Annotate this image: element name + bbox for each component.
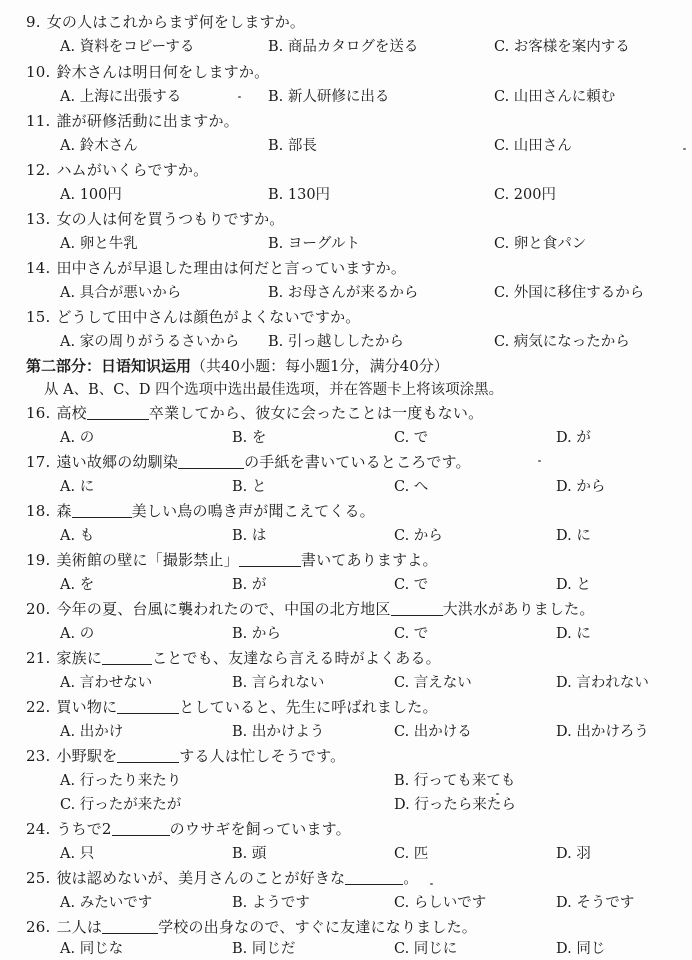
question-stem: 女の人は何を買うつもりですか。 <box>56 210 285 228</box>
option-a: A. 行ったり来たり <box>60 773 182 789</box>
stem-before-blank: 買い物に <box>56 698 118 716</box>
question-stem: どうして田中さんは顔色がよくないですか。 <box>56 308 361 326</box>
option-d: D. に <box>556 626 591 642</box>
stem-before-blank: 彼は認めないが、美月さんのことが好きな <box>56 869 346 887</box>
option-c: C. 山田さん <box>494 138 572 154</box>
options-23-row-1 <box>0 772 692 790</box>
section-heading <box>26 357 449 375</box>
option-b: B. ヨーグルト <box>268 236 360 252</box>
option-c: C. で <box>394 430 429 446</box>
scan-speck <box>683 148 686 150</box>
question-number: 10. <box>26 63 51 81</box>
option-a: A. の <box>60 430 95 446</box>
question-number: 14. <box>26 259 51 277</box>
options-11 <box>0 137 692 155</box>
section-title: 第二部分：日语知识运用 <box>26 357 192 375</box>
question-number: 18. <box>26 502 51 520</box>
stem-after-blank: 卒業してから、彼女に会ったことは一度もない。 <box>148 404 484 422</box>
stem-after-blank: のウサギを飼っています。 <box>169 820 351 838</box>
option-a: A. 資料をコピーする <box>60 39 195 55</box>
question-24 <box>26 820 351 838</box>
option-b: B. 新人研修に出る <box>268 89 390 105</box>
option-c: C. 病気になったから <box>494 334 630 350</box>
option-c: C. で <box>394 577 429 593</box>
options-19 <box>0 576 692 594</box>
question-number: 24. <box>26 820 51 838</box>
option-c: C. へ <box>394 479 429 495</box>
options-23-row-2 <box>0 796 692 814</box>
question-9 <box>26 13 305 31</box>
answer-blank <box>102 650 152 665</box>
stem-after-blank: 学校の出身なので、すぐに友達になりました。 <box>158 918 477 936</box>
stem-before-blank: 高校 <box>56 404 87 422</box>
option-b: B. 出かけよう <box>232 724 325 740</box>
question-23 <box>26 747 345 765</box>
option-c: C. 山田さんに頼む <box>494 89 616 105</box>
question-stem: 女の人はこれからまず何をしますか。 <box>46 13 306 31</box>
option-c: C. お客様を案内する <box>494 39 630 55</box>
question-number: 17. <box>26 453 51 471</box>
options-20 <box>0 625 692 643</box>
options-26 <box>0 940 692 958</box>
question-number: 11. <box>26 112 51 130</box>
stem-before-blank: 遠い故郷の幼馴染 <box>56 453 179 471</box>
question-25 <box>26 869 418 887</box>
answer-blank <box>117 699 179 714</box>
options-25 <box>0 894 692 912</box>
question-number: 20. <box>26 600 51 618</box>
question-number: 21. <box>26 649 51 667</box>
option-b: B. お母さんが来るから <box>268 285 419 301</box>
option-c: C. 200円 <box>494 187 556 203</box>
options-24 <box>0 845 692 863</box>
option-b: B. 頭 <box>232 846 267 862</box>
question-number: 23. <box>26 747 51 765</box>
question-number: 9. <box>26 13 41 31</box>
option-c: C. 行ったが来たが <box>60 797 182 813</box>
question-11 <box>26 112 239 130</box>
option-d: D. が <box>556 430 591 446</box>
stem-after-blank: の手紙を書いているところです。 <box>244 453 471 471</box>
option-b: B. 同じだ <box>232 941 296 957</box>
stem-before-blank: 二人は <box>56 918 103 936</box>
stem-after-blank: 美しい鳥の鳴き声が聞こえてくる。 <box>131 502 375 520</box>
stem-before-blank: 森 <box>56 502 72 520</box>
question-15 <box>26 308 360 326</box>
option-b: B. 言られない <box>232 675 325 691</box>
stem-before-blank: 今年の夏、台風に襲われたので、中国の北方地区 <box>56 600 391 618</box>
question-16 <box>26 404 483 422</box>
option-d: D. 羽 <box>556 846 591 862</box>
question-number: 19. <box>26 551 51 569</box>
option-b: B. と <box>232 479 267 495</box>
option-b: B. 行っても来ても <box>394 773 516 789</box>
stem-after-blank: する人は忙しそうです。 <box>179 747 346 765</box>
question-13 <box>26 210 284 228</box>
stem-after-blank: 大洪水がありました。 <box>442 600 595 618</box>
option-c: C. 同じに <box>394 941 458 957</box>
scan-speck <box>430 883 433 885</box>
option-c: C. 出かける <box>394 724 472 740</box>
options-12 <box>0 186 692 204</box>
question-20 <box>26 600 595 618</box>
question-26 <box>26 918 477 936</box>
option-d: D. と <box>556 577 591 593</box>
question-21 <box>26 649 441 667</box>
scan-speck <box>496 793 499 795</box>
answer-blank <box>87 405 149 420</box>
option-b: B. を <box>232 430 267 446</box>
option-d: D. 出かけろう <box>556 724 649 740</box>
option-a: A. 言わせない <box>60 675 153 691</box>
option-a: A. 只 <box>60 846 95 862</box>
option-b: B. 130円 <box>268 187 331 203</box>
question-19 <box>26 551 438 569</box>
answer-blank <box>72 503 132 518</box>
option-a: A. 具合が悪いから <box>60 285 182 301</box>
question-stem: 誰が研修活動に出ますか。 <box>56 112 239 130</box>
stem-after-blank: ことでも、友達なら言える時がよくある。 <box>152 649 441 667</box>
options-10 <box>0 88 692 106</box>
option-a: A. みたいです <box>60 895 153 911</box>
options-22 <box>0 723 692 741</box>
question-14 <box>26 259 406 277</box>
option-a: A. も <box>60 528 95 544</box>
stem-before-blank: 美術館の壁に「撮影禁止」 <box>56 551 239 569</box>
option-c: C. 匹 <box>394 846 429 862</box>
stem-before-blank: 小野駅を <box>56 747 118 765</box>
option-b: B. が <box>232 577 267 593</box>
options-15 <box>0 333 692 351</box>
options-21 <box>0 674 692 692</box>
section-score-note: （共40小题：每小题1分，满分40分） <box>191 357 449 375</box>
option-a: A. 家の周りがうるさいから <box>60 334 240 350</box>
option-a: A. 卵と牛乳 <box>60 236 138 252</box>
stem-before-blank: 家族に <box>56 649 103 667</box>
option-d: D. 行ったら来たら <box>394 797 516 813</box>
question-10 <box>26 63 269 81</box>
option-a: A. の <box>60 626 95 642</box>
option-a: A. 100円 <box>60 187 122 203</box>
question-22 <box>26 698 438 716</box>
question-number: 25. <box>26 869 51 887</box>
option-d: D. 同じ <box>556 941 606 957</box>
option-b: B. ようです <box>232 895 310 911</box>
stem-after-blank: 。 <box>403 869 419 887</box>
answer-blank <box>345 870 403 885</box>
question-17 <box>26 453 471 471</box>
option-a: A. を <box>60 577 95 593</box>
options-14 <box>0 284 692 302</box>
question-stem: 鈴木さんは明日何をしますか。 <box>56 63 270 81</box>
answer-blank <box>102 919 158 934</box>
answer-blank <box>112 821 170 836</box>
options-13 <box>0 235 692 253</box>
option-a: A. に <box>60 479 95 495</box>
option-b: B. 部長 <box>268 138 317 154</box>
options-16 <box>0 429 692 447</box>
option-b: B. は <box>232 528 267 544</box>
stem-after-blank: としていると、先生に呼ばれました。 <box>179 698 438 716</box>
options-17 <box>0 478 692 496</box>
option-a: A. 鈴木さん <box>60 138 138 154</box>
option-b: B. 引っ越ししたから <box>268 334 404 350</box>
option-c: C. らしいです <box>394 895 487 911</box>
stem-after-blank: 書いてありますよ。 <box>300 551 438 569</box>
option-c: C. 外国に移住するから <box>494 285 645 301</box>
option-d: D. そうです <box>556 895 635 911</box>
question-number: 13. <box>26 210 51 228</box>
option-c: C. から <box>394 528 443 544</box>
options-18 <box>0 527 692 545</box>
option-c: C. 卵と食パン <box>494 236 587 252</box>
scan-speck <box>538 460 541 462</box>
question-number: 15. <box>26 308 51 326</box>
option-b: B. から <box>232 626 281 642</box>
option-d: D. に <box>556 528 591 544</box>
scan-speck <box>238 96 241 98</box>
answer-blank <box>178 454 244 469</box>
answer-blank <box>391 601 443 616</box>
question-18 <box>26 502 375 520</box>
option-d: D. 言われない <box>556 675 649 691</box>
option-a: A. 出かけ <box>60 724 124 740</box>
option-c: C. で <box>394 626 429 642</box>
question-number: 12. <box>26 161 51 179</box>
question-stem: 田中さんが早退した理由は何だと言っていますか。 <box>56 259 407 277</box>
question-number: 16. <box>26 404 51 422</box>
option-d: D. から <box>556 479 606 495</box>
answer-blank <box>239 552 301 567</box>
options-9 <box>0 38 692 56</box>
option-a: A. 同じな <box>60 941 124 957</box>
stem-before-blank: うちで2 <box>56 820 112 838</box>
question-number: 22. <box>26 698 51 716</box>
section-instruction: 从 A、B、C、D 四个选项中选出最佳选项，并在答题卡上将该项涂黑。 <box>44 382 504 398</box>
question-12 <box>26 161 208 179</box>
answer-blank <box>117 748 179 763</box>
option-c: C. 言えない <box>394 675 472 691</box>
option-a: A. 上海に出張する <box>60 89 182 105</box>
option-b: B. 商品カタログを送る <box>268 39 419 55</box>
question-number: 26. <box>26 918 51 936</box>
question-stem: ハムがいくらですか。 <box>56 161 209 179</box>
